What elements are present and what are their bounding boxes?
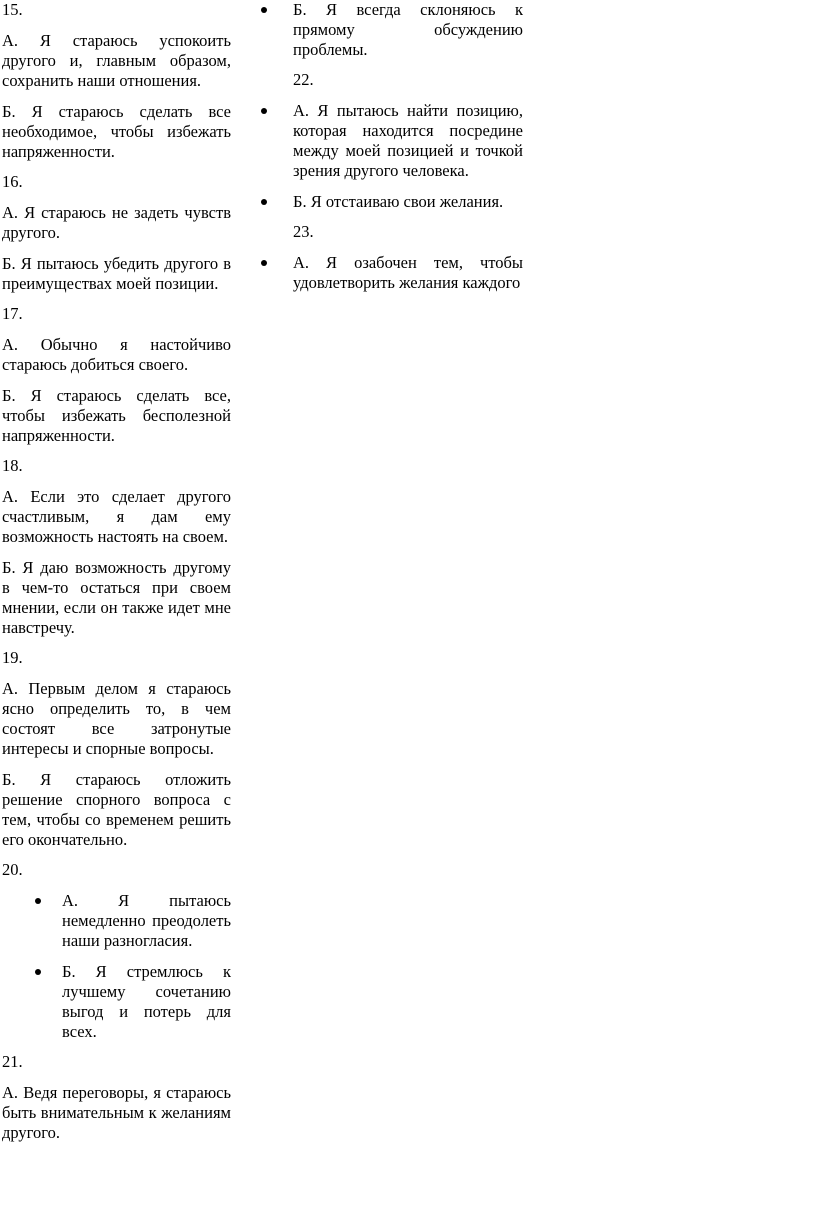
question-number: 18.: [2, 456, 23, 475]
answer-option: Б. Я стараюсь сделать все, чтобы избежать бесполезной напряженности.: [2, 386, 231, 445]
left-column: [2, 0, 231, 1143]
bullet-list: [293, 101, 523, 181]
right-column: [293, 0, 523, 293]
answer-option: А. Я стараюсь успокоить другого и, главным образом, сохранить наши отношения.: [2, 31, 231, 90]
answer-option: Б. Я отстаиваю свои желания.: [293, 192, 504, 211]
question-number: 23.: [293, 222, 314, 241]
list-item: [293, 101, 523, 181]
answer-option: Б. Я стараюсь сделать все необходимое, чтобы избежать напряженности.: [2, 102, 231, 161]
answer-option: Б. Я стремлюсь к лучшему сочетанию выгод и потерь для всех.: [62, 962, 231, 1041]
answer-option: А. Обычно я настойчиво стараюсь добиться своего.: [2, 335, 231, 374]
question-number: 17.: [2, 304, 23, 323]
question-number: 21.: [2, 1052, 23, 1071]
bullet-icon: [35, 969, 41, 975]
question-number: 16.: [2, 172, 23, 191]
bullet-icon: [35, 898, 41, 904]
answer-option: А. Я стараюсь не задеть чувств другого.: [2, 203, 231, 242]
question-number: 20.: [2, 860, 23, 879]
bullet-list: [293, 253, 523, 293]
answer-option: А. Я пытаюсь немедленно преодолеть наши разногласия.: [62, 891, 231, 950]
answer-option: Б. Я всегда склоняюсь к прямому обсуждению проблемы.: [293, 0, 523, 59]
question-number: 22.: [293, 70, 314, 89]
answer-option: А. Я пытаюсь найти позицию, которая находится посредине между моей позицией и точкой зрения другого человека.: [293, 101, 523, 180]
bullet-icon: [261, 199, 267, 205]
answer-option: А. Я озабочен тем, чтобы удовлетворить желания каждого: [293, 253, 523, 292]
bullet-list: [293, 192, 523, 212]
answer-option: А. Если это сделает другого счастливым, я дам ему возможность настоять на своем.: [2, 487, 231, 546]
answer-option: Б. Я пытаюсь убедить другого в преимуществах моей позиции.: [2, 254, 231, 293]
question-number: 15.: [2, 0, 23, 19]
bullet-list: [293, 0, 523, 60]
list-item: [293, 192, 523, 212]
list-item: [62, 891, 231, 951]
bullet-list: [2, 891, 231, 1042]
list-item: [293, 0, 523, 60]
answer-option: Б. Я стараюсь отложить решение спорного вопроса с тем, чтобы со временем решить его окончательно.: [2, 770, 231, 849]
list-item: [293, 253, 523, 293]
bullet-icon: [261, 108, 267, 114]
answer-option: Б. Я даю возможность другому в чем-то остаться при своем мнении, если он также идет мне навстречу.: [2, 558, 231, 637]
answer-option: А. Ведя переговоры, я стараюсь быть внимательным к желаниям другого.: [2, 1083, 231, 1142]
bullet-icon: [261, 7, 267, 13]
answer-option: А. Первым делом я стараюсь ясно определить то, в чем состоят все затронутые интересы и спорные вопросы.: [2, 679, 231, 758]
question-number: 19.: [2, 648, 23, 667]
list-item: [62, 962, 231, 1042]
bullet-icon: [261, 260, 267, 266]
